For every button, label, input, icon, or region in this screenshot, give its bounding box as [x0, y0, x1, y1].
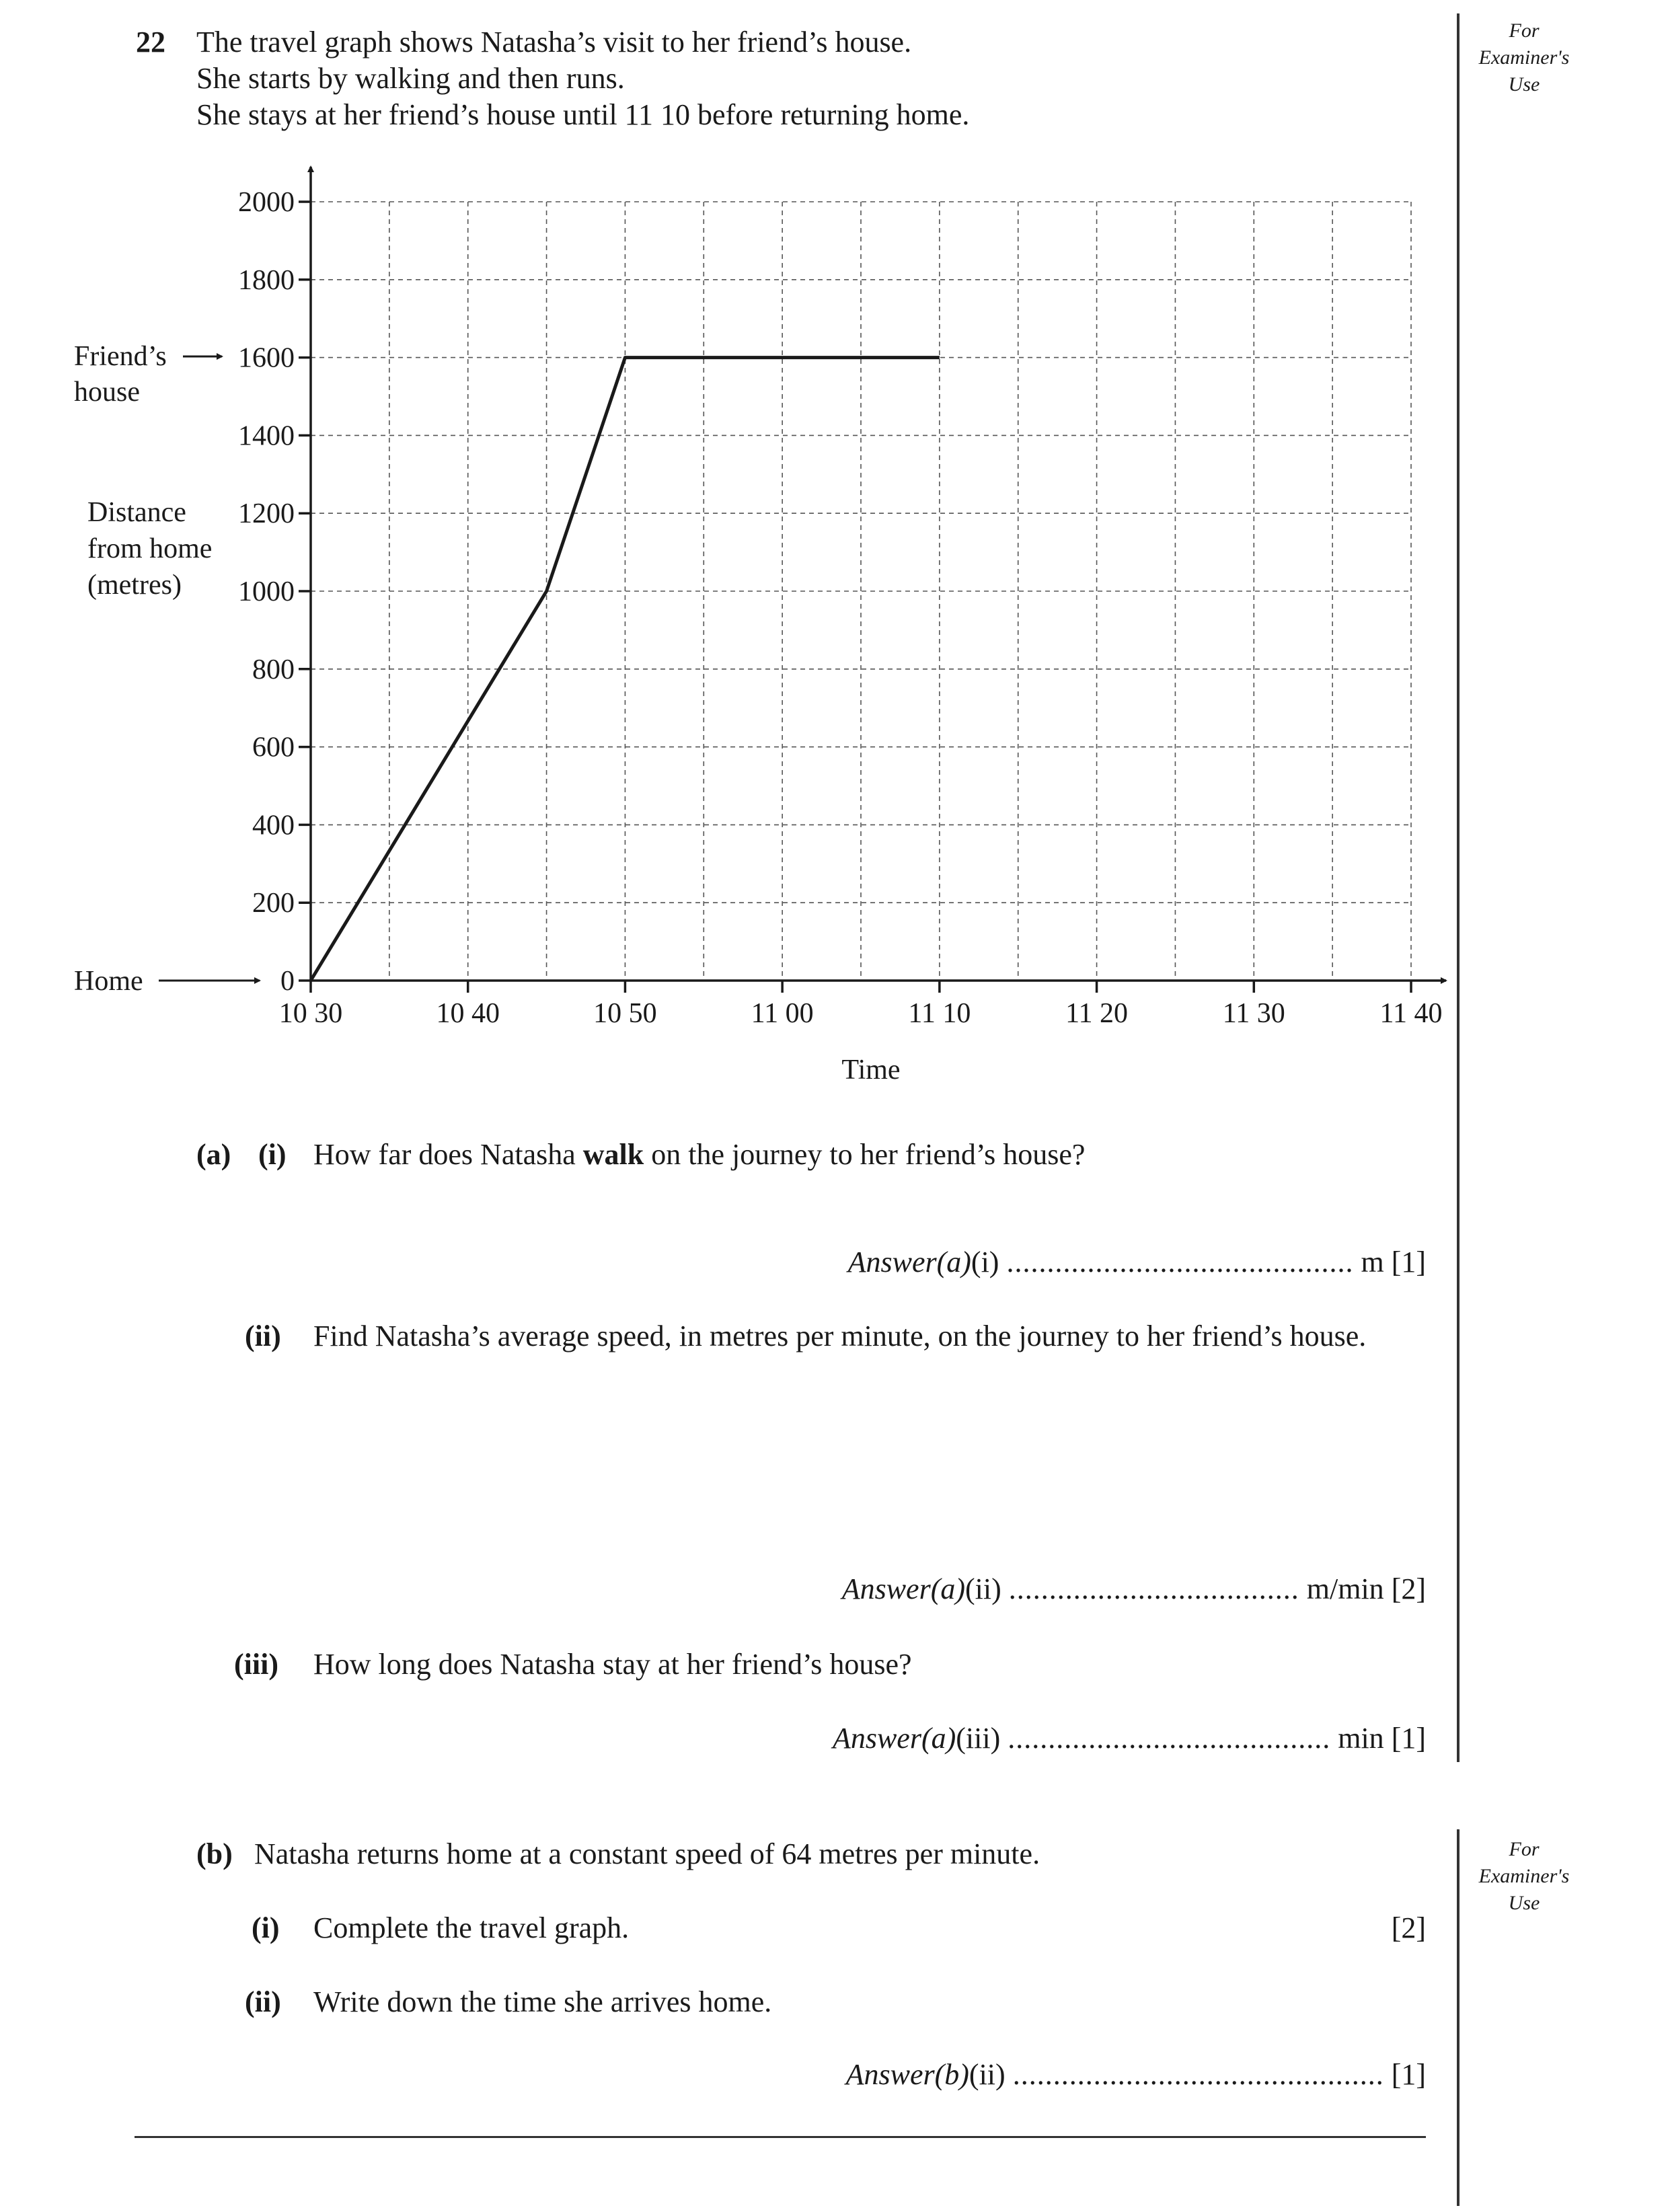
- answer-b-ii-label: Answer(b): [845, 2058, 969, 2091]
- home-label: Home: [74, 966, 143, 997]
- part-b-intro: Natasha returns home at a constant speed of 64 metres per minute.: [254, 1837, 1040, 1870]
- friends-house-label: Friend’s: [74, 341, 167, 372]
- answer-a-iii-field[interactable]: ........................................: [1008, 1722, 1331, 1755]
- answer-a-ii-field[interactable]: ....................................: [1008, 1572, 1299, 1605]
- part-a-ii-label: (ii): [245, 1320, 281, 1352]
- part-b-i-marks: [2]: [1391, 1911, 1426, 1944]
- x-tick-label: 11 00: [751, 998, 814, 1029]
- part-a-i-question-start: How far does Natasha: [313, 1138, 576, 1171]
- answer-a-i-field[interactable]: ...........................................: [1006, 1246, 1354, 1279]
- question-intro-line-3: She stays at her friend’s house until 11 10 before returning home.: [196, 98, 970, 131]
- x-tick-label: 11 10: [908, 998, 971, 1029]
- question-intro-line-2: She starts by walking and then runs.: [196, 62, 625, 95]
- y-tick-label: 200: [252, 888, 295, 919]
- examiner-margin-rule-bottom: [1457, 1829, 1460, 2206]
- part-a-i-question: [313, 1137, 1085, 1173]
- answer-a-iii-line: [833, 1720, 1426, 1757]
- graph-axes: [309, 167, 1446, 982]
- answer-a-ii-marks: [2]: [1391, 1572, 1426, 1605]
- x-tick-label: 10 40: [436, 998, 500, 1029]
- part-a-iii-label: (iii): [234, 1648, 278, 1681]
- x-tick-label: 11 30: [1222, 998, 1285, 1029]
- y-tick-label: 1600: [238, 342, 295, 374]
- answer-a-iii-unit: min: [1338, 1722, 1384, 1755]
- part-b-i-label: (i): [252, 1911, 280, 1944]
- part-a-i-label: (i): [258, 1138, 287, 1171]
- part-b-label: (b): [196, 1837, 233, 1870]
- distance-axis-label-line3: (metres): [87, 570, 182, 601]
- part-a-iii-question: How long does Natasha stay at her friend’s house?: [313, 1648, 912, 1681]
- part-b-ii-question: Write down the time she arrives home.: [313, 1985, 772, 2018]
- answer-a-i-part: (i): [971, 1246, 999, 1279]
- travel-graph: [0, 148, 1668, 1264]
- answer-b-ii-marks: [1]: [1391, 2058, 1426, 2091]
- question-intro-line-1: The travel graph shows Natasha’s visit to her friend’s house.: [196, 26, 912, 59]
- part-a-i-question-emphasis: walk: [582, 1138, 644, 1171]
- y-tick-label: 400: [252, 810, 295, 841]
- x-tick-label: 11 20: [1065, 998, 1129, 1029]
- answer-a-iii-part: (iii): [956, 1722, 1001, 1755]
- question-number: 22: [136, 26, 165, 59]
- y-tick-label: 0: [280, 966, 295, 997]
- y-tick-label: 2000: [238, 187, 295, 218]
- graph-grid: [311, 202, 1411, 981]
- y-tick-label: 600: [252, 732, 295, 763]
- y-tick-label: 800: [252, 654, 295, 685]
- answer-b-ii-field[interactable]: ..............................................: [1012, 2058, 1384, 2091]
- x-tick-label: 10 30: [278, 998, 343, 1029]
- part-b-ii-label: (ii): [245, 1985, 281, 2018]
- time-axis-label: Time: [841, 1055, 901, 1085]
- x-tick-label: 10 50: [593, 998, 657, 1029]
- examiner-use-label-top: For Examiner's Use: [1478, 20, 1570, 96]
- answer-a-i-marks: [1]: [1391, 1246, 1426, 1279]
- answer-a-iii-marks: [1]: [1391, 1722, 1426, 1755]
- x-tick-label: 11 40: [1379, 998, 1443, 1029]
- part-a-label: (a): [196, 1138, 231, 1171]
- part-b-i-question: Complete the travel graph.: [313, 1911, 630, 1944]
- friends-house-label-line2: house: [74, 377, 140, 408]
- page-bottom-rule: [135, 2136, 1426, 2138]
- y-tick-label: 1800: [238, 264, 295, 296]
- y-tick-label: 1400: [238, 420, 295, 452]
- part-a-i-question-end: on the journey to her friend’s house?: [651, 1138, 1086, 1171]
- answer-b-ii-part: (ii): [969, 2058, 1006, 2091]
- distance-axis-label-line1: Distance: [87, 497, 186, 528]
- answer-a-iii-label: Answer(a): [832, 1722, 956, 1755]
- y-tick-label: 1000: [238, 576, 295, 607]
- answer-a-i-unit: m: [1361, 1246, 1384, 1279]
- answer-a-ii-unit: m/min: [1306, 1572, 1384, 1605]
- answer-a-ii-line: [842, 1571, 1426, 1607]
- answer-a-ii-part: (ii): [965, 1572, 1001, 1605]
- examiner-use-label-bottom: For Examiner's Use: [1478, 1838, 1570, 1914]
- answer-a-i-line: [848, 1244, 1426, 1281]
- answer-b-ii-line: [846, 2057, 1426, 2093]
- answer-a-i-label: Answer(a): [847, 1246, 971, 1279]
- distance-axis-label-line2: from home: [87, 533, 213, 564]
- y-tick-label: 1200: [238, 498, 295, 530]
- part-a-ii-question: Find Natasha’s average speed, in metres per minute, on the journey to her friend’s house.: [313, 1320, 1367, 1352]
- answer-a-ii-label: Answer(a): [841, 1572, 966, 1605]
